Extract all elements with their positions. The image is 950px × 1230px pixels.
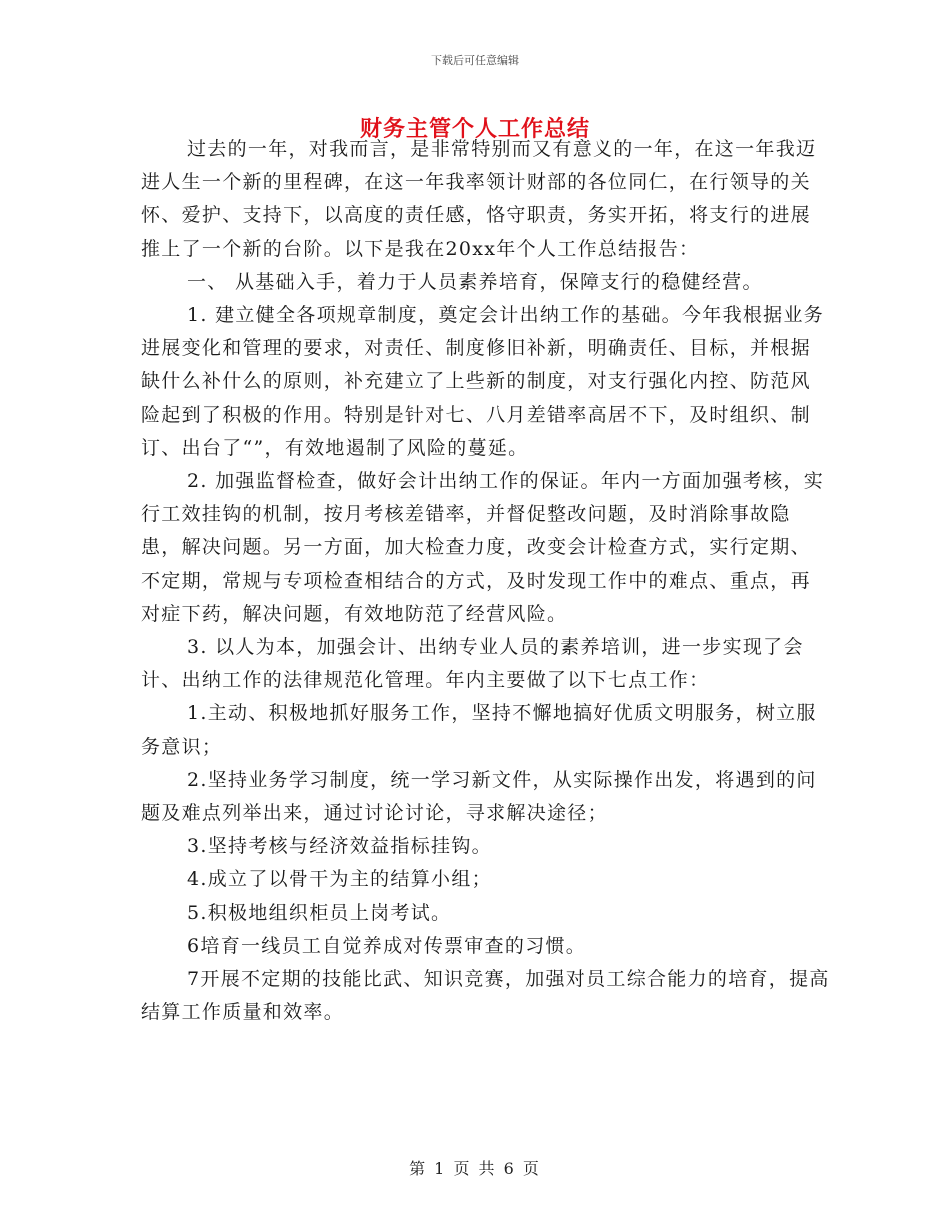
document-title: 财务主管个人工作总结 xyxy=(359,116,590,142)
paragraph-item-3: 3. 以人为本，加强会计、出纳专业人员的素养培训，进一步实现了会计、出纳工作的法律规范化管理。年内主要做了以下七点工作： xyxy=(141,636,804,692)
list-item-6: 6培育一线员工自觉养成对传票审查的习惯。 xyxy=(187,934,587,957)
list-item-1: 1.主动、积极地抓好服务工作，坚持不懈地搞好优质文明服务，树立服务意识； xyxy=(141,702,817,758)
list-item-7: 7开展不定期的技能比武、知识竞赛，加强对员工综合能力的培育，提高结算工作质量和效率。 xyxy=(141,968,830,1024)
page-footer: 第 1 页 共 6 页 xyxy=(409,1159,541,1178)
list-item-5: 5.积极地组织柜员上岗考试。 xyxy=(187,901,452,924)
paragraph-item-1: 1. 建立健全各项规章制度，奠定会计出纳工作的基础。今年我根据业务进展变化和管理的要求，对责任、制度修旧补新，明确责任、目标，并根据缺什么补什么的原则，补充建立了上些新的制度，对支行强化内控、防范风险起到了积极的作用。特别是针对七、八月差错率高居不下，及时组织、制订、出台了“”，有效地遏制了风险的蔓延。 xyxy=(141,304,825,459)
document-body xyxy=(141,133,831,1029)
section-heading-1: 一、 从基础入手，着力于人员素养培育，保障支行的稳健经营。 xyxy=(187,270,763,293)
list-item-3: 3.坚持考核与经济效益指标挂钩。 xyxy=(187,835,492,858)
paragraph-intro: 过去的一年，对我而言，是非常特别而又有意义的一年，在这一年我迈进人生一个新的里程碑，在这一年我率领计财部的各位同仁，在行领导的关怀、爱护、支持下，以高度的责任感，恪守职责，务实开拓，将支行的进展推上了一个新的台阶。以下是我在20xx年个人工作总结报告： xyxy=(141,138,817,260)
paragraph-item-2: 2. 加强监督检查，做好会计出纳工作的保证。年内一方面加强考核，实行工效挂钩的机制，按月考核差错率，并督促整改问题，及时消除事故隐患，解决问题。另一方面，加大检查力度，改变会计检查方式，实行定期、不定期，常规与专项检查相结合的方式，及时发现工作中的难点、重点，再对症下药，解决问题，有效地防范了经营风险。 xyxy=(141,470,825,625)
list-item-2: 2.坚持业务学习制度，统一学习新文件，从实际操作出发，将遇到的问题及难点列举出来，通过讨论讨论，寻求解决途径； xyxy=(141,768,817,825)
page-header: 下载后可任意编辑 xyxy=(431,54,519,67)
list-item-4: 4.成立了以骨干为主的结算小组； xyxy=(187,868,492,891)
